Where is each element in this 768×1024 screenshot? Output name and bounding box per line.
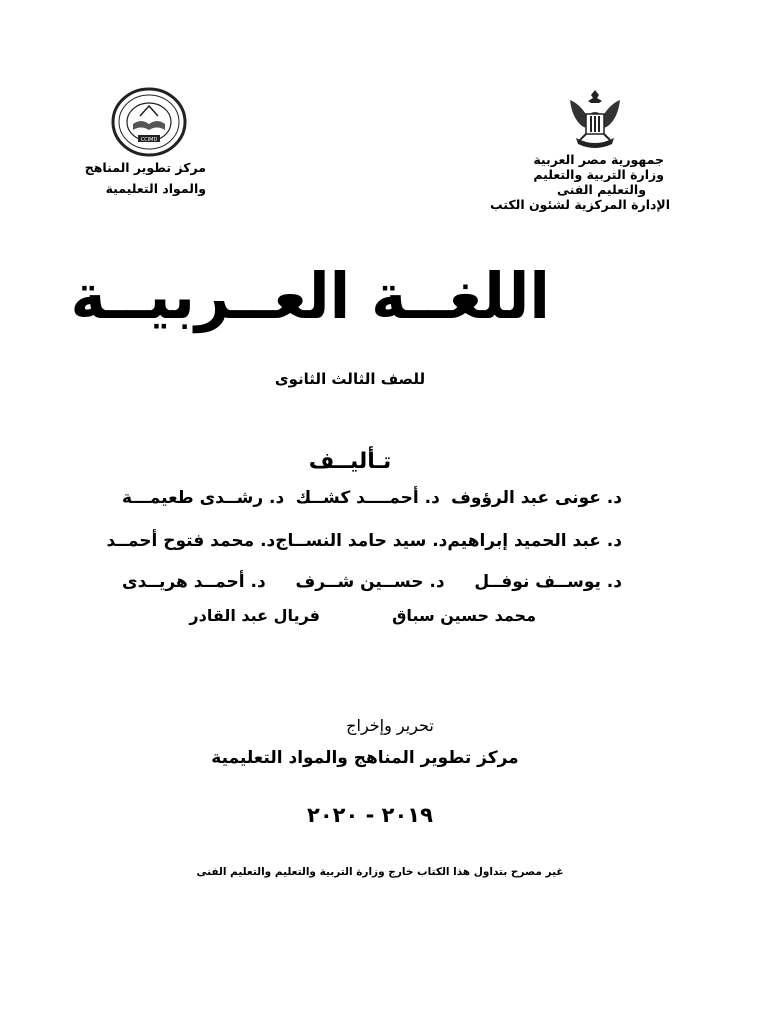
author-row [122,488,622,508]
center-line: والمواد التعليمية [105,181,206,196]
authors-heading: تـأليــف [308,449,392,474]
author-name: د. حســين شــرف [295,572,445,592]
author-name: د. سيد حامد النســاج [275,531,448,551]
svg-text:CCIMD: CCIMD [140,137,158,143]
ministry-line: جمهورية مصر العربية [533,152,664,167]
author-name: د. عبد الحميد إبراهيم [447,531,622,551]
center-line: مركز تطوير المناهج [84,160,206,175]
author-name: د. أحمــد هريــدى [122,572,266,592]
editing-label: تحرير وإخراج [346,716,434,735]
grade-label: للصف الثالث الثانوى [274,370,426,388]
academic-years: ٢٠١٩ - ٢٠٢٠ [307,803,433,827]
distribution-notice: غير مصرح بتداول هذا الكتاب خارج وزارة التربية والتعليم والتعليم الفنى [196,866,564,878]
author-name: فريال عبد القادر [189,606,320,625]
curriculum-center-seal-icon [110,86,188,158]
ministry-line: وزارة التربية والتعليم [533,167,664,182]
author-name: د. رشــدى طعيمـــة [122,488,285,508]
egypt-eagle-emblem-icon [566,86,624,152]
ministry-line: الإدارة المركزية لشئون الكتب [490,197,670,212]
author-name: محمد حسين سباق [392,606,536,625]
editing-organization: مركز تطوير المناهج والمواد التعليمية [211,748,519,768]
author-name: د. يوســف نوفــل [474,572,622,592]
ministry-line: والتعليم الفنى [557,182,646,197]
author-name: د. محمد فتوح أحمــد [106,531,276,551]
author-name: د. عونى عبد الرؤوف [451,488,622,508]
author-name: د. أحمــــد كشــك [295,488,440,508]
author-row [122,572,622,592]
author-row [106,531,622,551]
book-title: اللغــة العــربيــة [70,260,550,334]
